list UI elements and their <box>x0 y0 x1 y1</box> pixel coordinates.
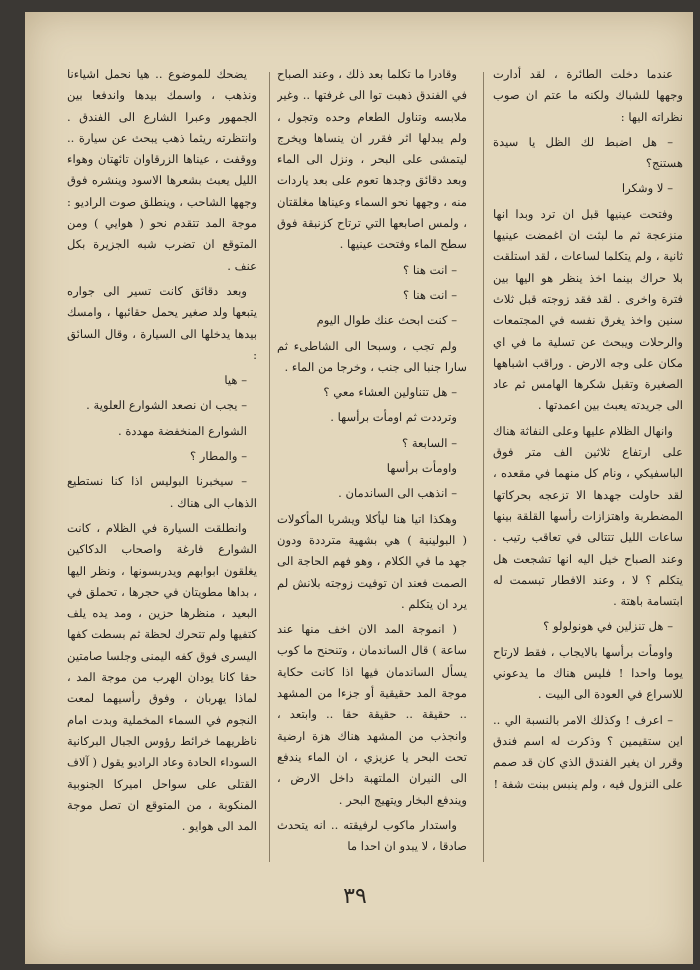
paragraph: – انت هنا ؟ <box>403 287 457 302</box>
paragraph: – لا وشكرا <box>621 181 673 196</box>
text-column-middle <box>277 64 467 884</box>
paragraph: – السابعة ؟ <box>402 435 457 450</box>
paragraph: – والمطار ؟ <box>189 449 247 464</box>
paragraph: – يجب ان نصعد الشوارع العلوية . <box>86 398 247 413</box>
paragraph: ( انموجة المد الان اخف منها عند ساعة ) قال الساندمان ، وتنحنح ما كوب يسأل الساندمان فيها اذا كانت حكاية موجة المد حقيقية أو جزءا من المشهد .. حقيقة .. حقيقة حقا .. وابتعد ، وانجذب من المشهد هناك هزة ارضية تحت البحر يا عزيزي ، ان الماء يندفع الى النيران الملتهبة داخل الارض ، ويندفع البخار ويتهيج البحر . <box>277 622 467 807</box>
paragraph: – هل اضبط لك الظل يا سيدة هستنج؟ <box>493 134 683 171</box>
column-divider <box>269 72 270 862</box>
paragraph: واومأت برأسها بالايجاب ، فقط لارتاح يوما واحدا ! فليس هناك ما يدعوني للاسراع في العودة الى البيت . <box>493 644 683 702</box>
paragraph: وبعد دقائق كانت تسير الى جواره يتبعها ولد صغير يحمل حقائبها ، وامسك بيدها يدخلها الى السيارة ، وقال السائق : <box>67 283 257 362</box>
paragraph: – انذهب الى الساندمان . <box>338 486 457 501</box>
paragraph: واومأت برأسها <box>386 461 457 476</box>
paragraph: وقادرا ما تكلما بعد ذلك ، وعند الصباح في الفندق ذهبت توا الى غرفتها .. وغير ملابسه وتناول الطعام وحده وتجول ، ولم يبدلها اثر فقرر ان ينساها ويخرج ليتمشى على البحر ، ونزل الى الماء وبعد دقائق وجدها تعوم على بعد ياردات منه ، وجهها نحو السماء وعيناها مغلقتان ، ولمس اصابعها التي ترتاح كزنبقة فوق سطح الماء وفتحت عينيها . <box>277 67 467 252</box>
column-divider <box>483 72 484 862</box>
paragraph: واستدار ماكوب لرفيقته .. انه يتحدث صادقا ، لا يبدو ان احدا ما <box>277 817 467 854</box>
paragraph: وانهال الظلام عليها وعلى النفاثة هناك على ارتفاع ثلاثين الف متر فوق الباسفيكي ، ونام كل منهما في مقعده ، لقد حاولت جهدها الا تزعجه بحركاتها المضطربة واهتزازات رأسها القلقة بينها ساعات الليل تتتالى في تعاقب رتيب . وعند الصباح خيل اليه انها تشجعت هل يتكلم ؟ لا ، وعند الافطار تبسمت له ابتسامة باهتة . <box>493 423 683 609</box>
text-column-left <box>67 64 257 884</box>
text-column-right <box>493 64 683 884</box>
paragraph: – كنت ابحث عنك طوال اليوم <box>316 313 457 328</box>
paragraph: يضحك للموضوع .. هيا نحمل اشياءنا ونذهب ، واسمك بيدها واندفعا بين الجمهور وعبرا الشارع الى الفندق . وانتظرته ريثما ذهب يبحث عن سيارة .. ووقفت ، عيناها الزرقاوان تائهتان وهواء الليل يعبث بشعرها الاسود وينشره فوق وجهها الشاحب ، وينطلق صوت الراديو : موجة المد تتقدم نحو ( هوايي ) ومن المتوقع ان تضرب شبه الجزيرة بكل عنف . <box>67 67 257 273</box>
magazine-page <box>25 12 693 964</box>
paragraph: – هل تتناولين العشاء معي ؟ <box>323 385 457 400</box>
paragraph: – سيخبرنا البوليس اذا كنا نستطيع الذهاب الى هناك . <box>67 474 257 510</box>
paragraph: – اعرف ! وكذلك الامر بالنسبة الي .. اين ستقيمين ؟ وذكرت له اسم فندق وقرر ان يغير الفندق الذي كان قد صمم على النزول فيه ، ولم ينبس ببنت شفة ! <box>493 712 683 791</box>
paragraph: وانطلقت السيارة في الظلام ، كانت الشوارع فارغة واصحاب الدكاكين يغلقون ابوابهم ويدربسونها ، ونظر اليها ، بداها مطويتان في حجرها ، تحملق في البعيد ، منظرها حزين ، ومد يده يلف كتفيها ولم تتحرك لحظة ثم بسطت كفها اليسرى فوق كفه اليمنى وجلسا صامتين حقا كانا يودان الهرب من موجة المد ، لماذا يهربان ، وفوق رأسيهما لمعت النجوم في السماء المخملية وبدت امام ناظريهما خرائط رؤوس الجبال البركانية السوداء الحادة وعاد الراديو يقول ( آلاف القتلى على سواحل اميركا الجنوبية المنكوبة ، من المتوقع ان تصل موجة المد الى هوايو . <box>67 520 257 834</box>
paragraph: وفتحت عينيها قبل ان ترد وبدا انها منزعجة ثم ما لبثت ان اغمضت عينيها ثانية ، ولم يتكلما لساعات ، لقد استلقت بلا حراك بينما اخذ ينظر هو اليها بين فترة واخرى . لقد فقد زوجته قبل ثلاث سنين واخذ يغرق نفسه في المجتمعات والرحلات ويبحث عن تسلية ما في اي مكان على وجه الارض . وراقب اشباهها الصغيرة وتقبل شكرها الهامس ثم عاد الى جريدته يعبث بين اعمدتها . <box>493 206 683 413</box>
paragraph: – هل تنزلين في هونولولو ؟ <box>543 619 673 634</box>
page-number: ٣٩ <box>343 884 367 909</box>
paragraph: وهكذا اتيا هنا ليأكلا ويشربا المأكولات ( البولينية ) هي بشهية مترددة ودون جهد ما في الكلام ، وهو فهم الحاجة الى الصمت فعند ان توفيت زوجته بلانش لم يرد ان يتكلم . <box>277 511 467 611</box>
paragraph: – انت هنا ؟ <box>403 262 457 277</box>
paragraph: – هيا <box>224 373 247 388</box>
paragraph: عندما دخلت الطائرة ، لقد أدارت وجهها للشباك ولكنه ما عتم ان صوب نظراته اليها : <box>493 67 683 124</box>
paragraph: وترددت ثم اومأت برأسها . <box>330 410 457 425</box>
paragraph: الشوارع المنخفضة مهددة . <box>117 423 247 438</box>
paragraph: ولم تجب ، وسبحا الى الشاطىء ثم سارا جنبا الى جنب ، وخرجا من الماء . <box>277 338 467 374</box>
